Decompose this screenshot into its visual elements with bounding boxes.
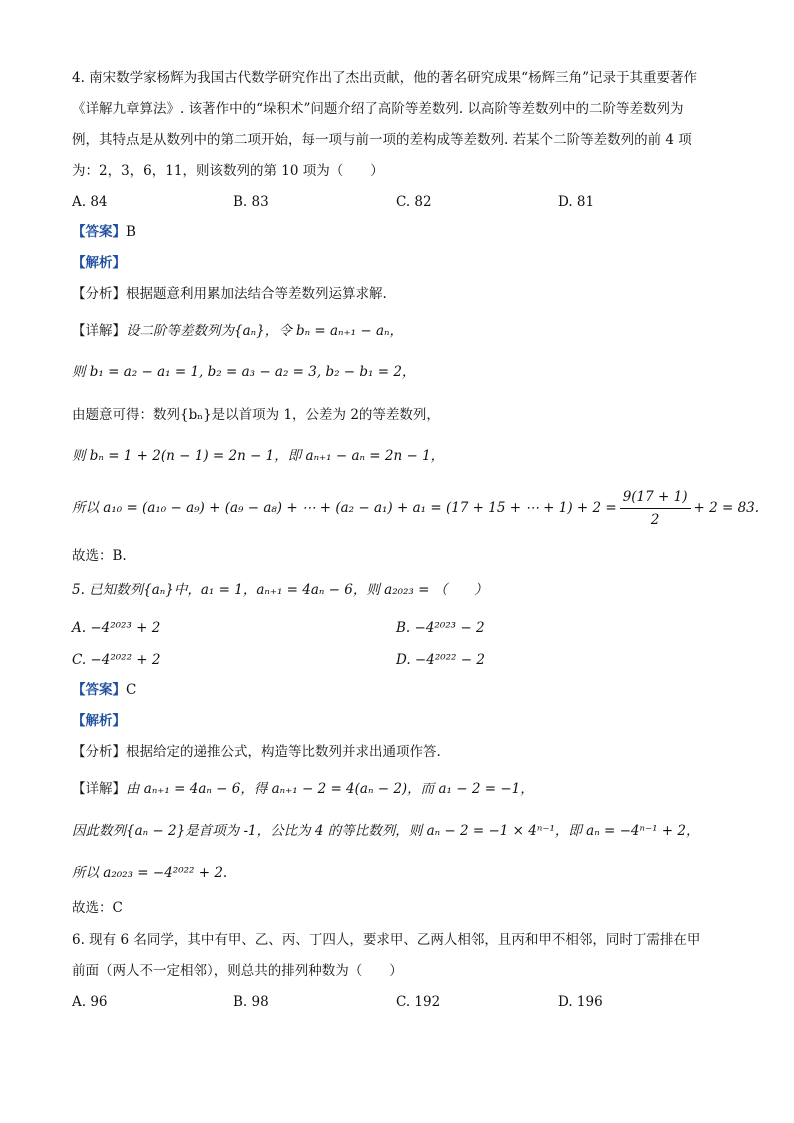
- q4-stem-line3: 例，其特点是从数列中的第二项开始，每一项与前一项的差构成等差数列. 若某个二阶等差数列的前 4 项: [72, 132, 692, 148]
- q4-stem-line1: 4. 南宋数学家杨辉为我国古代数学研究作出了杰出贡献，他的著名研究成果“杨辉三角”记录于其重要著作: [72, 70, 697, 86]
- q5-step2: 因此数列{aₙ − 2}是首项为 -1，公比为 4 的等比数列，则 aₙ − 2 = −1 × 4ⁿ⁻¹，即 aₙ = −4ⁿ⁻¹ + 2，: [72, 823, 700, 839]
- q4-option-a: A. 84: [72, 194, 108, 210]
- fenxi-tag: 【分析】: [72, 744, 126, 760]
- q4-step1: 设二阶等差数列为{aₙ}，令 bₙ = aₙ₊₁ − aₙ，: [126, 323, 403, 339]
- q4-option-b: B. 83: [233, 194, 269, 210]
- q4-step5: [72, 486, 759, 531]
- q4-stem-line4: 为：2，3，6，11，则该数列的第 10 项为（ ）: [72, 163, 384, 179]
- q4-xiangjie-row: [72, 321, 403, 341]
- q6-option-c: C. 192: [396, 994, 441, 1010]
- answer-tag: 【答案】: [72, 682, 126, 698]
- q4-option-d: D. 81: [558, 194, 595, 210]
- q4-answer: B: [126, 224, 136, 240]
- analysis-tag: 【解析】: [72, 255, 126, 271]
- q4-step3: 由题意可得：数列{bₙ}是以首项为 1，公差为 2的等差数列，: [72, 407, 440, 423]
- q4-step5-right: + 2 = 83.: [693, 500, 760, 516]
- q4-fenxi: 根据题意利用累加法结合等差数列运算求解.: [126, 286, 387, 302]
- q5-option-a: A. −4²⁰²³ + 2: [72, 620, 161, 636]
- q4-analysis-row: [72, 253, 126, 273]
- q6-option-d: D. 196: [558, 994, 603, 1010]
- q6-option-a: A. 96: [72, 994, 108, 1010]
- q5-analysis-row: [72, 711, 126, 731]
- q5-option-d: D. −4²⁰²² − 2: [396, 652, 485, 668]
- q5-option-c: C. −4²⁰²² + 2: [72, 652, 161, 668]
- q4-fraction-numerator: 9(17 + 1): [620, 486, 691, 509]
- q4-answer-row: [72, 222, 136, 242]
- analysis-tag: 【解析】: [72, 713, 126, 729]
- q5-fenxi-row: [72, 742, 441, 762]
- answer-tag: 【答案】: [72, 224, 126, 240]
- q5-step1: 由 aₙ₊₁ = 4aₙ − 6，得 aₙ₊₁ − 2 = 4(aₙ − 2)，而 a₁ − 2 = −1，: [126, 781, 534, 797]
- q4-fenxi-row: [72, 284, 387, 304]
- q5-option-b: B. −4²⁰²³ − 2: [396, 620, 485, 636]
- q5-fenxi: 根据给定的递推公式，构造等比数列并求出通项作答.: [126, 744, 441, 760]
- q4-step5-left: 所以 a₁₀ = (a₁₀ − a₉) + (a₉ − a₈) + ⋯ + (a₂ − a₁) + a₁ = (17 + 15 + ⋯ + 1) + 2 =: [72, 500, 617, 516]
- xiangjie-tag: 【详解】: [72, 323, 126, 339]
- q4-conclusion: 故选：B.: [72, 548, 127, 564]
- q4-stem-line2: 《详解九章算法》. 该著作中的“垛积术”问题介绍了高阶等差数列. 以高阶等差数列中的二阶等差数列为: [72, 101, 684, 117]
- q6-stem-line1: 6. 现有 6 名同学，其中有甲、乙、丙、丁四人，要求甲、乙两人相邻，且丙和甲不相邻，同时丁需排在甲: [72, 932, 701, 948]
- xiangjie-tag: 【详解】: [72, 781, 126, 797]
- q4-fraction-denominator: 2: [650, 512, 660, 528]
- q5-answer: C: [126, 682, 137, 698]
- q6-option-b: B. 98: [233, 994, 269, 1010]
- q4-step2: 则 b₁ = a₂ − a₁ = 1, b₂ = a₃ − a₂ = 3, b₂ − b₁ = 2，: [72, 364, 416, 380]
- fenxi-tag: 【分析】: [72, 286, 126, 302]
- q4-fraction: [620, 486, 691, 531]
- q4-option-c: C. 82: [396, 194, 432, 210]
- q4-step4: 则 bₙ = 1 + 2(n − 1) = 2n − 1，即 aₙ₊₁ − aₙ = 2n − 1，: [72, 448, 445, 464]
- q5-step3: 所以 a₂₀₂₃ = −4²⁰²² + 2.: [72, 865, 228, 881]
- q6-stem-line2: 前面（两人不一定相邻），则总共的排列种数为（ ）: [72, 963, 403, 979]
- q5-conclusion: 故选：C: [72, 900, 123, 916]
- q5-stem: 5. 已知数列{aₙ}中，a₁ = 1，aₙ₊₁ = 4aₙ − 6，则 a₂₀₂₃ = （ ）: [72, 582, 488, 598]
- q5-xiangjie-row: [72, 779, 534, 799]
- q5-answer-row: [72, 680, 136, 700]
